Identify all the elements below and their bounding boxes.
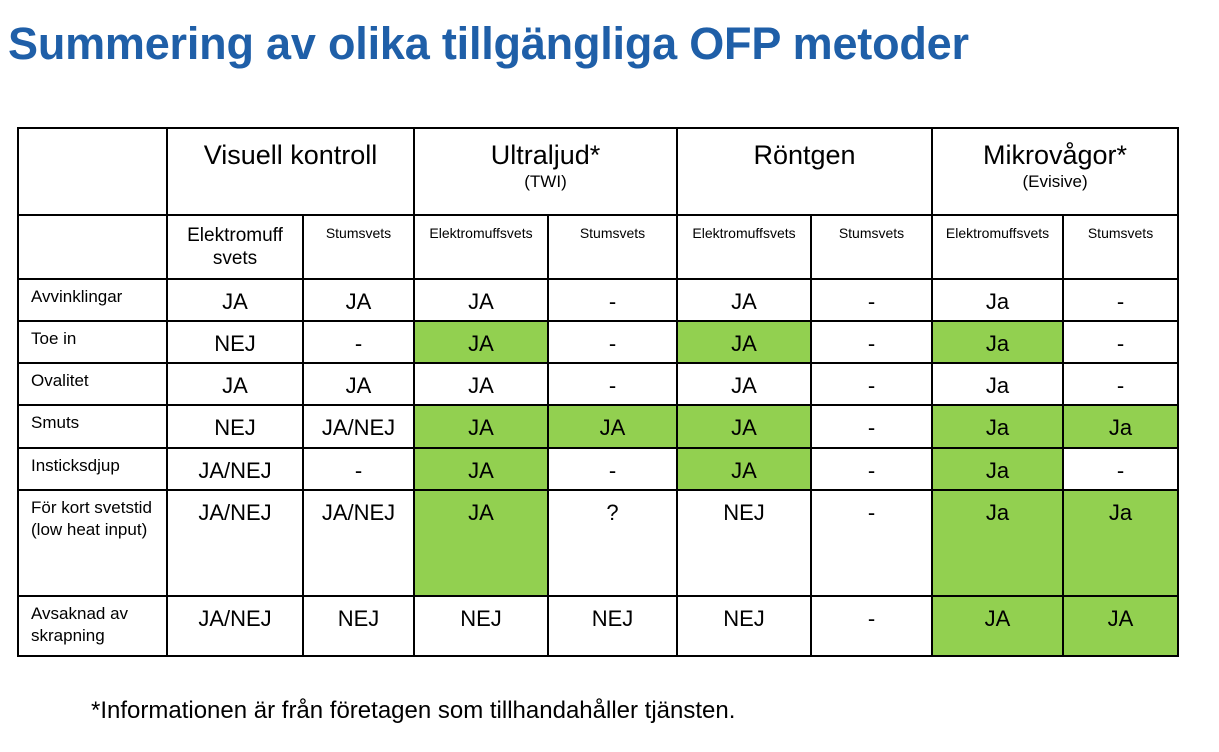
weld-type-header: Stumsvets xyxy=(811,215,932,279)
table-cell: JA/NEJ xyxy=(167,490,303,596)
table-cell: - xyxy=(1063,363,1178,405)
row-label: Ovalitet xyxy=(18,363,167,405)
weld-type-header: Stumsvets xyxy=(548,215,677,279)
table-cell: JA xyxy=(303,363,414,405)
method-provider xyxy=(168,170,413,172)
method-name: Röntgen xyxy=(753,140,856,170)
table-row xyxy=(18,448,1178,490)
table-cell: - xyxy=(548,363,677,405)
header-corner-cell xyxy=(18,128,167,215)
row-label: Insticksdjup xyxy=(18,448,167,490)
table-cell: NEJ xyxy=(677,490,811,596)
weld-type-header: Elektromuffsvets xyxy=(414,215,548,279)
table-cell-highlighted: Ja xyxy=(932,490,1063,596)
table-cell: - xyxy=(1063,279,1178,321)
table-cell-highlighted: JA xyxy=(677,448,811,490)
method-header-row xyxy=(18,128,1178,215)
weld-type-header: Elektromuffsvets xyxy=(932,215,1063,279)
subheader-corner-cell xyxy=(18,215,167,279)
table-cell: JA/NEJ xyxy=(303,490,414,596)
row-label: Smuts xyxy=(18,405,167,448)
table-cell-highlighted: Ja xyxy=(932,321,1063,363)
table-cell-highlighted: JA xyxy=(414,405,548,448)
row-label: Avsaknad av skrapning xyxy=(18,596,167,656)
table-cell-highlighted: Ja xyxy=(1063,490,1178,596)
table-cell-highlighted: Ja xyxy=(932,405,1063,448)
table-cell: NEJ xyxy=(167,405,303,448)
table-cell: - xyxy=(548,448,677,490)
table-cell: - xyxy=(303,321,414,363)
table-cell-highlighted: Ja xyxy=(1063,405,1178,448)
table-cell-highlighted: JA xyxy=(414,448,548,490)
weld-type-header: Elektromuff svets xyxy=(167,215,303,279)
table-cell: NEJ xyxy=(303,596,414,656)
table-cell: JA/NEJ xyxy=(303,405,414,448)
table-cell: - xyxy=(811,405,932,448)
table-cell: NEJ xyxy=(167,321,303,363)
table-cell: JA xyxy=(414,279,548,321)
table-cell: - xyxy=(811,321,932,363)
method-provider: (Evisive) xyxy=(1022,172,1088,191)
table-cell: Ja xyxy=(932,279,1063,321)
table-cell: JA/NEJ xyxy=(167,596,303,656)
table-row xyxy=(18,279,1178,321)
table-cell: NEJ xyxy=(414,596,548,656)
table-cell: NEJ xyxy=(548,596,677,656)
table-cell: Ja xyxy=(932,363,1063,405)
method-provider xyxy=(678,170,931,172)
method-name: Visuell kontroll xyxy=(203,140,378,170)
row-label: Toe in xyxy=(18,321,167,363)
row-label: Avvinklingar xyxy=(18,279,167,321)
table-cell: JA/NEJ xyxy=(167,448,303,490)
ofp-methods-table xyxy=(17,127,1179,657)
table-row xyxy=(18,596,1178,656)
row-label: För kort svetstid (low heat input) xyxy=(18,490,167,596)
table-cell: - xyxy=(811,490,932,596)
table-row xyxy=(18,363,1178,405)
page-title: Summering av olika tillgängliga OFP metoder xyxy=(8,18,969,69)
table-cell: JA xyxy=(303,279,414,321)
table-cell: - xyxy=(1063,448,1178,490)
footnote: *Informationen är från företagen som tillhandahåller tjänsten. xyxy=(91,697,736,724)
table-cell-highlighted: JA xyxy=(677,405,811,448)
table-cell: - xyxy=(548,321,677,363)
table-cell: NEJ xyxy=(677,596,811,656)
method-header xyxy=(414,128,677,215)
table-row xyxy=(18,321,1178,363)
table-cell-highlighted: JA xyxy=(1063,596,1178,656)
weld-type-header: Stumsvets xyxy=(303,215,414,279)
weld-type-header-row xyxy=(18,215,1178,279)
table-row xyxy=(18,405,1178,448)
table-cell: - xyxy=(303,448,414,490)
table-cell-highlighted: JA xyxy=(414,490,548,596)
table-cell: JA xyxy=(677,363,811,405)
table-row xyxy=(18,490,1178,596)
table-cell-highlighted: JA xyxy=(548,405,677,448)
table-cell: JA xyxy=(677,279,811,321)
table-cell: JA xyxy=(414,363,548,405)
table-cell-highlighted: JA xyxy=(932,596,1063,656)
weld-type-header: Stumsvets xyxy=(1063,215,1178,279)
table-cell: JA xyxy=(167,363,303,405)
table-cell: JA xyxy=(167,279,303,321)
table-cell: - xyxy=(811,596,932,656)
table-cell: - xyxy=(1063,321,1178,363)
table-cell-highlighted: JA xyxy=(677,321,811,363)
table-cell: - xyxy=(811,363,932,405)
method-header xyxy=(677,128,932,215)
method-name: Mikrovågor* xyxy=(983,140,1128,170)
method-provider: (TWI) xyxy=(524,172,567,191)
table-cell-highlighted: JA xyxy=(414,321,548,363)
table-cell: - xyxy=(811,279,932,321)
table-cell-highlighted: Ja xyxy=(932,448,1063,490)
table-cell: - xyxy=(548,279,677,321)
method-header xyxy=(932,128,1178,215)
weld-type-header: Elektromuffsvets xyxy=(677,215,811,279)
table-cell: ? xyxy=(548,490,677,596)
table-cell: - xyxy=(811,448,932,490)
method-name: Ultraljud* xyxy=(490,140,601,170)
method-header xyxy=(167,128,414,215)
